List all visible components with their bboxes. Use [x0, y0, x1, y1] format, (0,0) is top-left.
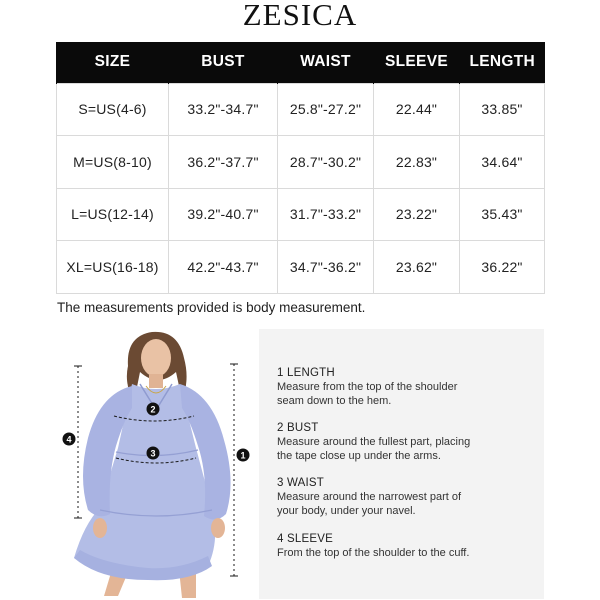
- cell-sleeve: 23.62": [374, 241, 460, 294]
- cell-bust: 39.2"-40.7": [169, 188, 278, 241]
- cell-waist: 31.7"-33.2": [278, 188, 374, 241]
- model-hand-right: [211, 518, 225, 538]
- measurement-note: The measurements provided is body measurement.: [57, 300, 366, 315]
- measure-desc-line: Measure around the narrowest part of: [277, 491, 462, 503]
- model-neck: [149, 374, 163, 388]
- header-waist: WAIST: [278, 42, 374, 83]
- marker-4-label: 4: [66, 434, 72, 445]
- cell-length: 35.43": [460, 188, 545, 241]
- measure-item-sleeve: [277, 532, 537, 560]
- table-header-row: [57, 42, 545, 83]
- cell-size: L=US(12-14): [57, 188, 169, 241]
- cell-length: 36.22": [460, 241, 545, 294]
- cell-sleeve: 22.44": [374, 83, 460, 136]
- cell-size: XL=US(16-18): [57, 241, 169, 294]
- measure-desc-line: your body, under your navel.: [277, 505, 416, 517]
- header-sleeve: SLEEVE: [374, 42, 460, 83]
- marker-2-label: 2: [150, 404, 156, 415]
- model-hand-left: [93, 518, 107, 538]
- table-row: [57, 136, 545, 189]
- cell-bust: 33.2"-34.7": [169, 83, 278, 136]
- size-chart-table: [56, 42, 545, 294]
- model-face: [141, 339, 171, 377]
- cell-bust: 42.2"-43.7": [169, 241, 278, 294]
- header-length: LENGTH: [460, 42, 545, 83]
- measure-item-bust: [277, 421, 537, 463]
- header-size: SIZE: [57, 42, 169, 83]
- header-bust: BUST: [169, 42, 278, 83]
- table-row: [57, 83, 545, 136]
- measure-desc-line: From the top of the shoulder to the cuff.: [277, 547, 470, 559]
- cell-bust: 36.2"-37.7": [169, 136, 278, 189]
- cell-length: 33.85": [460, 83, 545, 136]
- cell-sleeve: 23.22": [374, 188, 460, 241]
- marker-1-label: 1: [240, 450, 246, 461]
- measure-desc-line: seam down to the hem.: [277, 395, 392, 407]
- cell-waist: 25.8"-27.2": [278, 83, 374, 136]
- marker-3-label: 3: [150, 448, 156, 459]
- cell-size: M=US(8-10): [57, 136, 169, 189]
- measure-instructions-panel: [259, 329, 544, 599]
- cell-size: S=US(4-6): [57, 83, 169, 136]
- measure-item-length: [277, 366, 537, 408]
- table-row: [57, 188, 545, 241]
- dress-illustration: [60, 328, 260, 600]
- cell-sleeve: 22.83": [374, 136, 460, 189]
- table-row: [57, 241, 545, 294]
- cell-waist: 28.7"-30.2": [278, 136, 374, 189]
- measure-item-waist: [277, 476, 537, 518]
- measure-title: 3 WAIST: [277, 477, 324, 489]
- measure-desc-line: Measure from the top of the shoulder: [277, 381, 458, 393]
- model-figure: [60, 328, 260, 600]
- cell-waist: 34.7"-36.2": [278, 241, 374, 294]
- measure-title: 4 SLEEVE: [277, 533, 333, 545]
- measure-desc-line: Measure around the fullest part, placing: [277, 436, 471, 448]
- measure-desc-line: the tape close up under the arms.: [277, 450, 441, 462]
- measure-title: 1 LENGTH: [277, 367, 335, 379]
- brand-logo: ZESICA: [242, 0, 358, 32]
- measure-title: 2 BUST: [277, 422, 319, 434]
- cell-length: 34.64": [460, 136, 545, 189]
